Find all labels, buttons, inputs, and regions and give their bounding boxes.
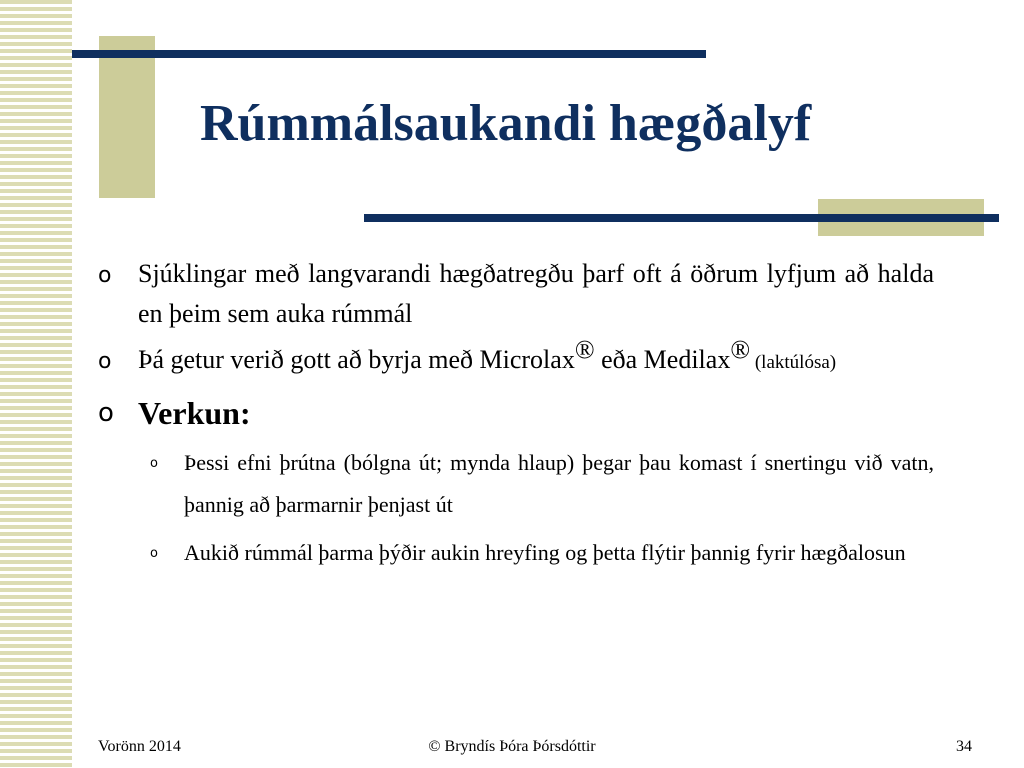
footer-author: © Bryndís Þóra Þórsdóttir bbox=[428, 738, 596, 755]
sub-bullet-marker: o bbox=[150, 546, 158, 561]
bullet-marker: o bbox=[98, 349, 112, 374]
registered-mark: ® bbox=[574, 335, 595, 364]
bullet-2 bbox=[98, 335, 934, 384]
decorative-box-top bbox=[99, 36, 155, 198]
bullet-2-note: (laktúlósa) bbox=[750, 352, 837, 373]
bullet-marker: o bbox=[98, 398, 114, 428]
bullet-2-text bbox=[138, 335, 934, 383]
sub-bullet-marker: o bbox=[150, 456, 158, 471]
bullet-1-text: Sjúklingar með langvarandi hægðatregðu þarf oft á öðrum lyfjum að halda en þeim sem auka rúmmál bbox=[138, 259, 934, 328]
decorative-stripe-strip bbox=[0, 0, 72, 768]
decorative-line-top bbox=[72, 50, 706, 58]
sub-bullet-1-text: Þessi efni þrútna (bólgna út; mynda hlaup) þegar þau komast í snertingu við vatn, þannig að þarmarnir þenjast út bbox=[184, 450, 934, 517]
slide-title: Rúmmálsaukandi hægðalyf bbox=[200, 95, 812, 152]
bullet-marker: o bbox=[98, 263, 112, 288]
bullet-2-text-before: Þá getur verið gott að byrja með Microlax bbox=[138, 345, 575, 374]
bullet-1 bbox=[98, 254, 934, 334]
registered-mark: ® bbox=[730, 335, 751, 364]
bullet-3-heading: Verkun: bbox=[138, 395, 251, 431]
footer-term: Vorönn 2014 bbox=[98, 738, 181, 755]
sub-bullet-1 bbox=[138, 442, 934, 526]
footer-page-number: 34 bbox=[956, 738, 972, 755]
sub-bullet-2 bbox=[138, 532, 934, 576]
bullet-3 bbox=[98, 390, 934, 436]
slide-content bbox=[98, 254, 934, 582]
decorative-line-bottom bbox=[364, 214, 999, 222]
bullet-2-text-middle: eða Medilax bbox=[594, 345, 731, 374]
sub-bullet-2-text: Aukið rúmmál þarma þýðir aukin hreyfing og þetta flýtir þannig fyrir hægðalosun bbox=[184, 540, 906, 565]
